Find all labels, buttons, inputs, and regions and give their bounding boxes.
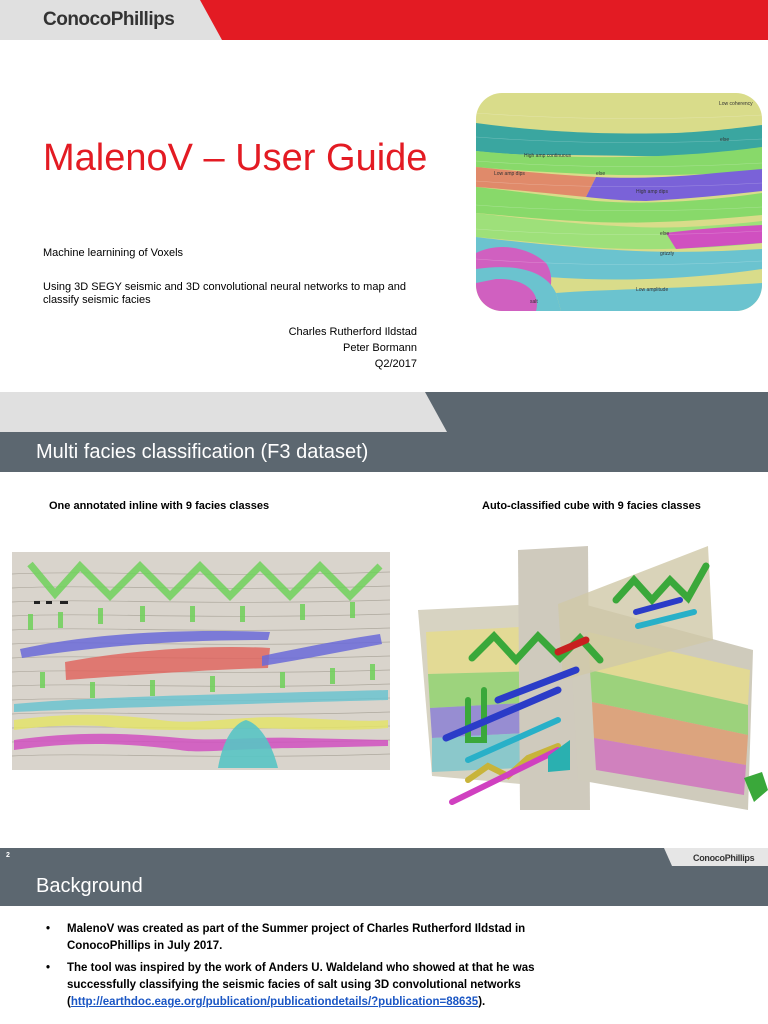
bullet-text: The tool was inspired by the work of Anders U. Waldeland who showed at that he was successfully classifying the seismic facies of salt using 3D convolutional networks ( <box>67 962 535 1008</box>
author-name: Peter Bormann <box>343 342 417 354</box>
facies-label: else <box>660 231 670 237</box>
list-item <box>46 960 606 1011</box>
facies-label: High amp continuous <box>524 153 571 159</box>
background-slide <box>0 848 768 1024</box>
right-figure-caption: Auto-classified cube with 9 facies classes <box>482 500 701 512</box>
slide-top-strip <box>0 848 768 866</box>
seismic-facies-image <box>476 93 762 311</box>
facies-label: grizzly <box>660 251 675 257</box>
author-block <box>289 324 417 372</box>
company-logo: ConocoPhillips <box>693 853 755 863</box>
facies-classification-slide <box>0 432 768 848</box>
bullet-text: MalenoV was created as part of the Summer project of Charles Rutherford Ildstad in ConocoPhillips in July 2017. <box>67 923 526 952</box>
bottom-band <box>0 392 768 432</box>
title-slide <box>0 0 768 432</box>
slide-title: Background <box>36 875 143 897</box>
subtitle-line1: Machine learnining of Voxels <box>43 247 184 259</box>
facies-label: Low amp dips <box>494 171 525 177</box>
bullet-icon: • <box>46 962 51 974</box>
bullet-list <box>46 921 606 1016</box>
slide-title: Multi facies classification (F3 dataset) <box>36 441 369 463</box>
facies-label: Low amplitude <box>636 287 669 293</box>
facies-label: else <box>596 171 606 177</box>
slide-header <box>0 866 768 906</box>
bullet-text-end: ). <box>478 996 486 1008</box>
subtitle-line2: Using 3D SEGY seismic and 3D convolutional neural networks to map and classify seismic facies <box>43 281 406 306</box>
facies-label: else <box>720 137 730 143</box>
list-item <box>46 921 606 955</box>
slide-header <box>0 432 768 472</box>
date-label: Q2/2017 <box>374 358 417 370</box>
publication-link[interactable]: http://earthdoc.eage.org/publication/publicationdetails/?publication=88635 <box>70 996 479 1008</box>
bullet-icon: • <box>46 923 51 935</box>
company-logo: ConocoPhillips <box>43 9 175 30</box>
author-name: Charles Rutherford Ildstad <box>288 326 417 338</box>
facies-label: Low coherency <box>719 101 753 107</box>
classified-cube-image <box>408 540 768 810</box>
left-figure-caption: One annotated inline with 9 facies classes <box>49 500 270 512</box>
facies-label: salt <box>530 299 538 305</box>
page-number: 2 <box>6 852 10 859</box>
facies-label: High amp dips <box>636 189 668 195</box>
presentation-title: MalenoV – User Guide <box>43 137 428 179</box>
annotated-inline-image <box>0 544 392 772</box>
